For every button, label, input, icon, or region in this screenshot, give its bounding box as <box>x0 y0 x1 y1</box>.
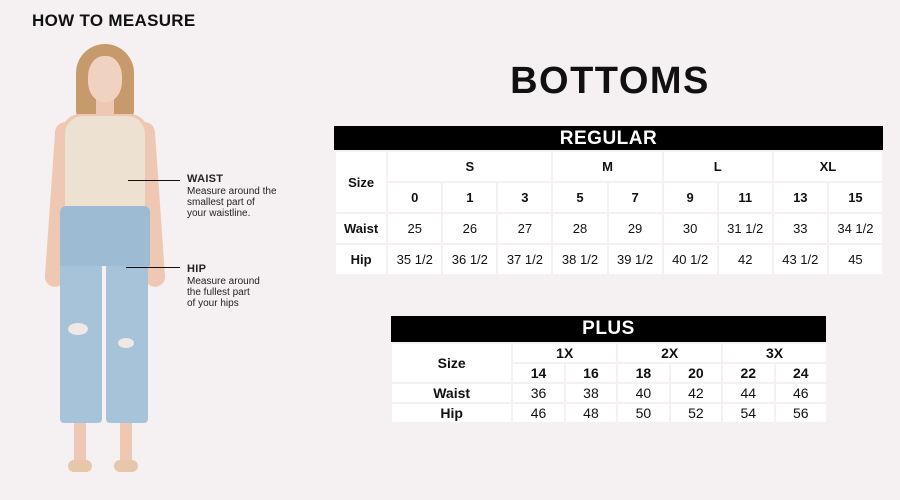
waist-guide-title: WAIST <box>187 173 224 185</box>
size-group-cell: S <box>388 152 551 181</box>
measurement-value-cell: 40 1/2 <box>664 245 717 274</box>
size-number-cell: 18 <box>618 364 668 382</box>
measurement-value-cell: 36 <box>513 384 563 402</box>
measurement-value-cell: 54 <box>723 404 773 422</box>
size-group-cell: L <box>664 152 772 181</box>
hip-guide-title: HIP <box>187 263 207 275</box>
size-group-cell: 2X <box>618 344 721 362</box>
size-number-cell: 24 <box>776 364 826 382</box>
plus-size-table <box>390 342 828 424</box>
plus-header: PLUS <box>391 316 826 342</box>
size-number-cell: 14 <box>513 364 563 382</box>
size-number-cell: 11 <box>719 183 772 212</box>
measurement-value-cell: 56 <box>776 404 826 422</box>
how-to-measure-title: HOW TO MEASURE <box>32 11 196 30</box>
measurement-row <box>392 404 826 422</box>
measurement-value-cell: 38 <box>566 384 616 402</box>
size-number-cell: 16 <box>566 364 616 382</box>
size-number-cell: 7 <box>609 183 662 212</box>
measurement-value-cell: 42 <box>671 384 721 402</box>
measurement-value-cell: 34 1/2 <box>829 214 882 243</box>
measurement-label-cell: Hip <box>392 404 511 422</box>
measurement-row <box>336 214 882 243</box>
section-title: BOTTOMS <box>510 60 710 102</box>
size-number-cell: 15 <box>829 183 882 212</box>
measurement-value-cell: 46 <box>513 404 563 422</box>
size-label-cell: Size <box>336 152 386 212</box>
size-number-row <box>336 183 882 212</box>
size-group-row <box>392 344 826 362</box>
measurement-value-cell: 52 <box>671 404 721 422</box>
measurement-value-cell: 48 <box>566 404 616 422</box>
waist-pointer-line <box>128 180 180 181</box>
size-group-row <box>336 152 882 181</box>
measurement-row <box>336 245 882 274</box>
measurement-row <box>392 384 826 402</box>
measurement-value-cell: 43 1/2 <box>774 245 827 274</box>
measurement-value-cell: 30 <box>664 214 717 243</box>
measurement-value-cell: 31 1/2 <box>719 214 772 243</box>
measurement-label-cell: Hip <box>336 245 386 274</box>
measurement-value-cell: 33 <box>774 214 827 243</box>
measurement-value-cell: 29 <box>609 214 662 243</box>
measurement-value-cell: 39 1/2 <box>609 245 662 274</box>
model-figure <box>40 40 170 490</box>
size-number-cell: 0 <box>388 183 441 212</box>
measurement-value-cell: 40 <box>618 384 668 402</box>
measurement-value-cell: 35 1/2 <box>388 245 441 274</box>
size-number-cell: 1 <box>443 183 496 212</box>
size-number-cell: 22 <box>723 364 773 382</box>
hip-pointer-line <box>126 267 180 268</box>
size-number-cell: 3 <box>498 183 551 212</box>
measurement-value-cell: 45 <box>829 245 882 274</box>
size-number-cell: 5 <box>553 183 606 212</box>
hip-guide <box>187 264 260 309</box>
measurement-value-cell: 28 <box>553 214 606 243</box>
waist-guide <box>187 174 277 219</box>
hip-guide-description: Measure around the fullest part of your hips <box>187 276 260 309</box>
measurement-value-cell: 50 <box>618 404 668 422</box>
measurement-value-cell: 38 1/2 <box>553 245 606 274</box>
measurement-value-cell: 25 <box>388 214 441 243</box>
size-number-cell: 13 <box>774 183 827 212</box>
size-group-cell: M <box>553 152 661 181</box>
measurement-value-cell: 36 1/2 <box>443 245 496 274</box>
measurement-value-cell: 26 <box>443 214 496 243</box>
measurement-value-cell: 42 <box>719 245 772 274</box>
measurement-value-cell: 44 <box>723 384 773 402</box>
regular-size-table <box>334 150 884 276</box>
measurement-value-cell: 46 <box>776 384 826 402</box>
size-group-cell: 1X <box>513 344 616 362</box>
size-group-cell: 3X <box>723 344 826 362</box>
size-group-cell: XL <box>774 152 882 181</box>
regular-header: REGULAR <box>334 126 883 151</box>
measurement-value-cell: 27 <box>498 214 551 243</box>
size-label-cell: Size <box>392 344 511 382</box>
waist-guide-description: Measure around the smallest part of your waistline. <box>187 186 277 219</box>
size-number-cell: 9 <box>664 183 717 212</box>
measurement-label-cell: Waist <box>392 384 511 402</box>
measurement-label-cell: Waist <box>336 214 386 243</box>
measurement-value-cell: 37 1/2 <box>498 245 551 274</box>
size-number-cell: 20 <box>671 364 721 382</box>
